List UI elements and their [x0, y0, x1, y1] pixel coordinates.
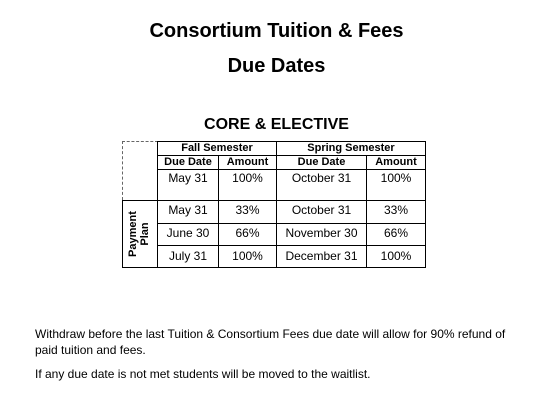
- corner-border-top: [122, 141, 158, 142]
- spring-semester-header: Spring Semester: [307, 142, 395, 154]
- section-title: CORE & ELECTIVE: [204, 116, 349, 133]
- table-cell: December 31: [285, 249, 358, 263]
- fall-semester-header: Fall Semester: [181, 142, 253, 154]
- corner-border-left: [122, 141, 123, 200]
- page-subtitle: Due Dates: [227, 55, 326, 77]
- spring-amount-header: Amount: [375, 156, 417, 168]
- payment-plan-label: Payment Plan: [127, 210, 151, 257]
- table-cell: 66%: [383, 226, 409, 240]
- table-rule: [122, 200, 426, 201]
- table-cell: July 31: [168, 249, 208, 263]
- table-rule: [122, 267, 426, 268]
- table-cell: 100%: [232, 249, 263, 263]
- refund-note: Withdraw before the last Tuition & Consortium Fees due date will allow for 90% refund of paid tuition and fees.: [35, 327, 506, 357]
- payment-plan-label-cell: [122, 200, 156, 267]
- table-cell: 100%: [380, 249, 412, 263]
- table-cell: October 31: [291, 171, 352, 185]
- table-cell: 33%: [383, 203, 409, 217]
- table-cell: October 31: [291, 203, 352, 217]
- table-cell: November 30: [285, 226, 358, 240]
- table-rule: [158, 169, 426, 170]
- table-cell: June 30: [166, 226, 210, 240]
- table-cell: 33%: [235, 203, 260, 217]
- table-cell: May 31: [168, 203, 208, 217]
- table-rule: [425, 141, 426, 268]
- table-cell: 66%: [235, 226, 260, 240]
- table-cell: 100%: [380, 171, 412, 185]
- table-rule: [158, 245, 426, 246]
- table-cell: May 31: [168, 171, 208, 185]
- fall-due-date-header: Due Date: [164, 156, 212, 168]
- table-cell: 100%: [232, 171, 263, 185]
- table-rule: [158, 223, 426, 224]
- page-title: Consortium Tuition & Fees: [149, 20, 404, 42]
- fall-amount-header: Amount: [226, 156, 269, 168]
- spring-due-date-header: Due Date: [297, 156, 346, 168]
- waitlist-note: If any due date is not met students will be moved to the waitlist.: [35, 367, 371, 381]
